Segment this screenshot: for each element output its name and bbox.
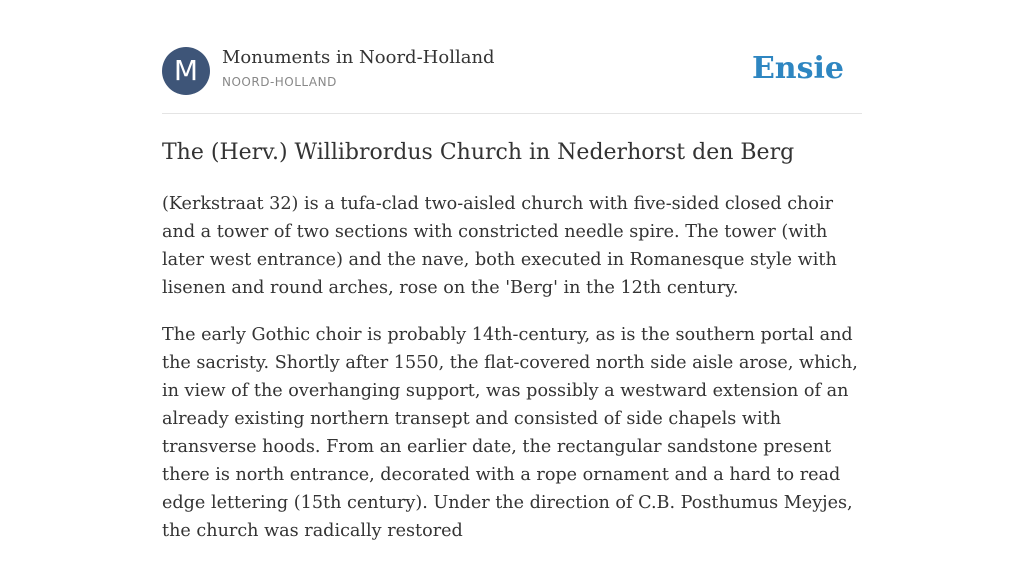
article-paragraph: (Kerkstraat 32) is a tufa-clad two-aisled church with five-sided closed choir and a tower of two sections with constricted needle spire. The tower (with later west entrance) and the nave, both executed in Romanesque style with lisenen and round arches, rose on the 'Berg' in the 12th century. xyxy=(162,194,837,298)
site-header xyxy=(162,47,862,95)
site-avatar[interactable] xyxy=(162,47,210,95)
header-divider xyxy=(162,113,862,114)
article-title: The (Herv.) Willibrordus Church in Nederhorst den Berg xyxy=(162,140,795,165)
avatar-letter: M xyxy=(173,54,199,87)
article-body xyxy=(162,190,862,564)
ensie-logo[interactable]: Ensie xyxy=(751,51,844,86)
site-subtitle[interactable]: NOORD-HOLLAND xyxy=(222,75,337,89)
site-title[interactable]: Monuments in Noord-Holland xyxy=(222,47,495,68)
page-container xyxy=(162,0,862,541)
article-paragraph: The early Gothic choir is probably 14th-century, as is the southern portal and the sacristy. Shortly after 1550, the flat-covered north side aisle arose, which, in view of the overhanging support, was possibly a westward extension of an already existing northern transept and consisted of side chapels with transverse hoods. From an earlier date, the rectangular sandstone present there is north entrance, decorated with a rope ornament and a hard to read edge lettering (15th century). Under the direction of C.B. Posthumus Meyjes, the church was radically restored xyxy=(162,325,858,541)
